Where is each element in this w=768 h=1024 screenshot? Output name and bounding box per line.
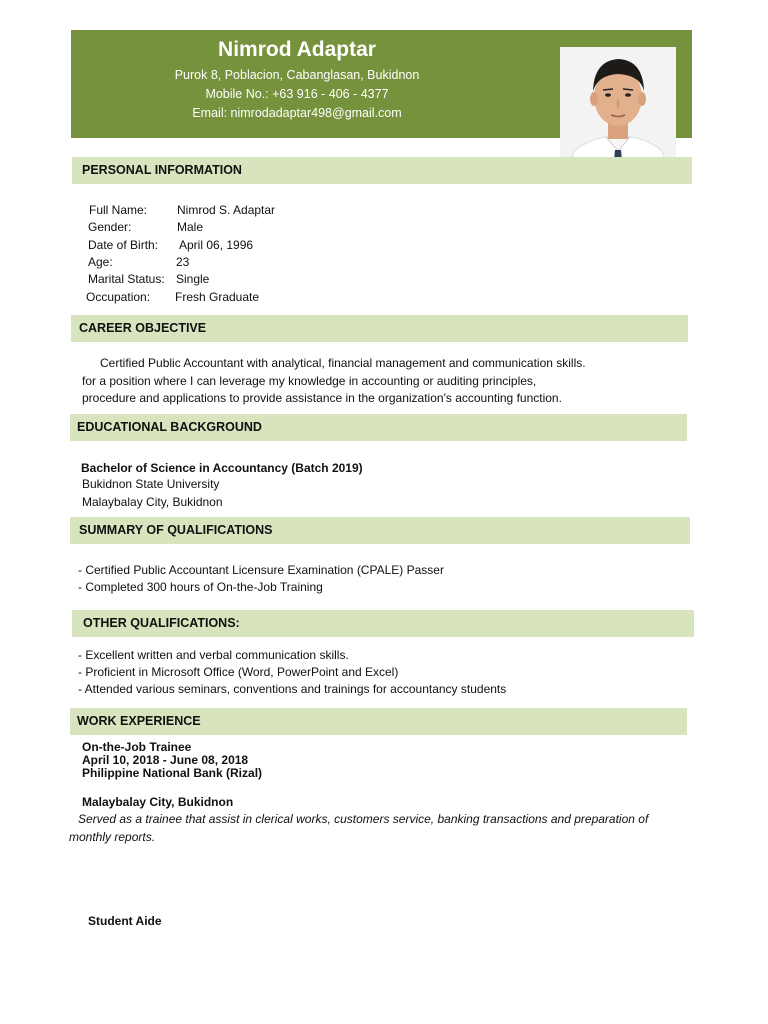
objective-line: for a position where I can leverage my knowledge in accounting or auditing principles, <box>82 374 537 388</box>
section-educational-background <box>70 414 687 441</box>
job-company: Philippine National Bank (Rizal) <box>82 766 263 780</box>
info-value: Nimrod S. Adaptar <box>177 203 276 217</box>
job-location: Malaybalay City, Bukidnon <box>82 795 234 809</box>
info-value: Male <box>177 220 204 234</box>
profile-photo <box>560 47 676 170</box>
qualification-item: - Excellent written and verbal communication skills. <box>78 648 349 662</box>
section-heading: SUMMARY OF QUALIFICATIONS <box>79 523 273 537</box>
section-heading: CAREER OBJECTIVE <box>79 321 207 335</box>
section-personal-information <box>72 157 692 184</box>
job-title: On-the-Job Trainee <box>82 740 192 754</box>
school-name: Bukidnon State University <box>82 477 220 491</box>
info-label: Age: <box>88 255 113 269</box>
address: Purok 8, Poblacion, Cabanglasan, Bukidnon <box>174 68 420 82</box>
job-dates: April 10, 2018 - June 08, 2018 <box>82 753 249 767</box>
degree: Bachelor of Science in Accountancy (Batch 2019) <box>81 461 363 475</box>
section-career-objective <box>71 315 688 342</box>
section-other-qualifications <box>72 610 694 637</box>
section-heading: EDUCATIONAL BACKGROUND <box>77 420 262 434</box>
info-value: Single <box>176 272 210 286</box>
info-value: April 06, 1996 <box>179 238 254 252</box>
section-work-experience <box>70 708 687 735</box>
mobile-number: Mobile No.: +63 916 - 406 - 4377 <box>205 87 389 101</box>
info-label: Gender: <box>88 220 132 234</box>
job-title: Student Aide <box>88 914 162 928</box>
qualification-item: - Proficient in Microsoft Office (Word, PowerPoint and Excel) <box>78 665 399 679</box>
section-summary-of-qualifications <box>70 517 690 544</box>
info-label: Marital Status: <box>88 272 165 286</box>
section-heading: OTHER QUALIFICATIONS: <box>83 616 240 630</box>
info-value: 23 <box>176 255 190 269</box>
info-value: Fresh Graduate <box>175 290 260 304</box>
section-heading: WORK EXPERIENCE <box>77 714 201 728</box>
qualification-item: - Completed 300 hours of On-the-Job Training <box>78 580 323 594</box>
applicant-name: Nimrod Adaptar <box>218 38 376 61</box>
job-description: Served as a trainee that assist in clerical works, customers service, banking transactions and preparation of <box>78 812 649 826</box>
section-heading: PERSONAL INFORMATION <box>82 163 242 177</box>
email-address: Email: nimrodadaptar498@gmail.com <box>192 106 402 120</box>
school-location: Malaybalay City, Bukidnon <box>82 495 223 509</box>
objective-line: Certified Public Accountant with analytical, financial management and communication skills. <box>100 356 586 370</box>
info-label: Full Name: <box>89 203 148 217</box>
qualification-item: - Certified Public Accountant Licensure Examination (CPALE) Passer <box>78 563 444 577</box>
info-label: Date of Birth: <box>88 238 159 252</box>
info-label: Occupation: <box>86 290 151 304</box>
qualification-item: - Attended various seminars, conventions and trainings for accountancy students <box>78 682 507 696</box>
job-description: monthly reports. <box>69 830 156 844</box>
objective-line: procedure and applications to provide assistance in the organization's accounting function. <box>82 391 562 405</box>
